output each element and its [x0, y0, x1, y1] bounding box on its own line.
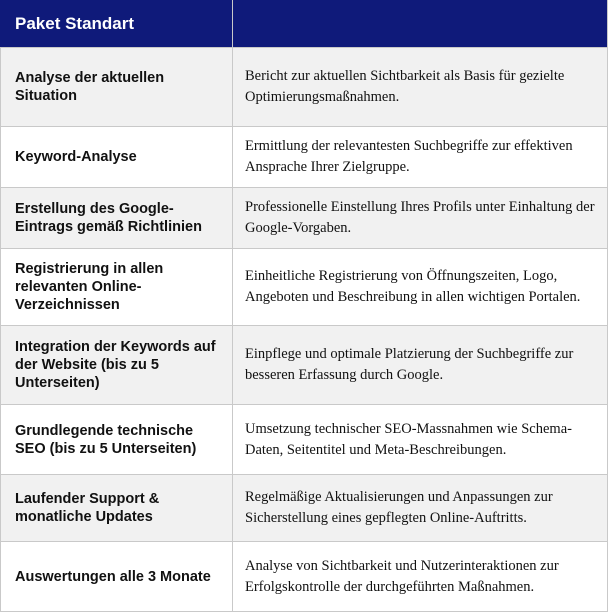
feature-description: Professionelle Einstellung Ihres Profils unter Einhaltung der Google-Vorgaben.	[233, 188, 608, 249]
feature-description: Einpflege und optimale Platzierung der Suchbegriffe zur besseren Erfassung durch Google.	[233, 326, 608, 405]
feature-description: Ermittlung der relevantesten Suchbegriffe zur effektiven Ansprache Ihrer Zielgruppe.	[233, 127, 608, 188]
feature-name: Laufender Support & monatliche Updates	[1, 475, 233, 542]
feature-name: Analyse der aktuellen Situation	[1, 48, 233, 127]
table-header-row	[1, 1, 608, 48]
table-row	[1, 542, 608, 612]
feature-name: Erstellung des Google-Eintrags gemäß Richtlinien	[1, 188, 233, 249]
package-title: Paket Standart	[1, 1, 233, 48]
table-row	[1, 127, 608, 188]
table-row	[1, 249, 608, 326]
feature-name: Auswertungen alle 3 Monate	[1, 542, 233, 612]
table-row	[1, 326, 608, 405]
feature-description: Umsetzung technischer SEO-Massnahmen wie Schema-Daten, Seitentitel und Meta-Beschreibungen.	[233, 405, 608, 475]
feature-name: Grundlegende technische SEO (bis zu 5 Unterseiten)	[1, 405, 233, 475]
table-row	[1, 48, 608, 127]
feature-description: Bericht zur aktuellen Sichtbarkeit als Basis für gezielte Optimierungsmaßnahmen.	[233, 48, 608, 127]
table-row	[1, 188, 608, 249]
table-row	[1, 475, 608, 542]
feature-name: Registrierung in allen relevanten Online-Verzeichnissen	[1, 249, 233, 326]
feature-description: Regelmäßige Aktualisierungen und Anpassungen zur Sicherstellung eines gepflegten Online-Auftritts.	[233, 475, 608, 542]
table-row	[1, 405, 608, 475]
feature-description: Analyse von Sichtbarkeit und Nutzerinteraktionen zur Erfolgskontrolle der durchgeführten Maßnahmen.	[233, 542, 608, 612]
feature-description: Einheitliche Registrierung von Öffnungszeiten, Logo, Angeboten und Beschreibung in allen wichtigen Portalen.	[233, 249, 608, 326]
feature-name: Integration der Keywords auf der Website (bis zu 5 Unterseiten)	[1, 326, 233, 405]
feature-name: Keyword-Analyse	[1, 127, 233, 188]
header-empty-cell	[233, 1, 608, 48]
